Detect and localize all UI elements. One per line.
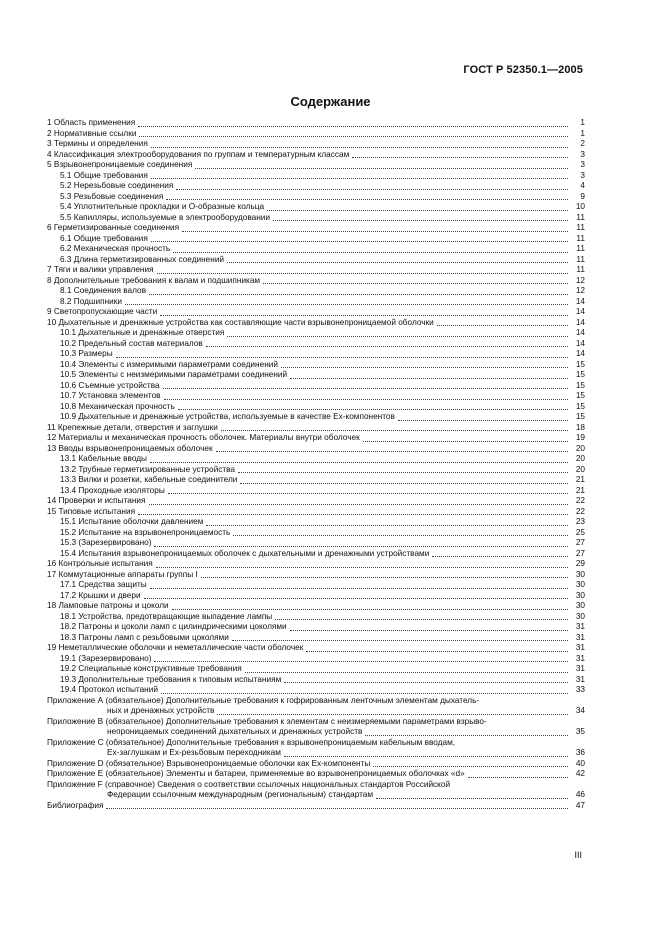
toc-entry-text: Приложение В (обязательное) Дополнительные требования к элементам с неизмеряемыми параметрами взрыво- (47, 716, 487, 726)
toc-entry[interactable] (47, 265, 585, 276)
toc-page-number: 21 (575, 485, 585, 495)
toc-entry[interactable] (47, 360, 585, 371)
toc-page-number: 15 (575, 391, 585, 400)
toc-page-number: 10 (575, 202, 585, 211)
toc-entry[interactable] (47, 244, 585, 255)
toc-entry-text: 19 Неметаллические оболочки и неметаллические части оболочек (47, 643, 304, 652)
toc-page-number: 20 (575, 454, 585, 463)
toc-entry-text: 6 Герметизированные соединения (47, 223, 180, 232)
toc-entry-text: Приложение С (обязательное) Дополнительные требования к взрывонепроницаемым кабельным вводам, (47, 737, 456, 747)
toc-entry-text: 6.3 Длина герметизированных соединений (60, 254, 225, 264)
toc-entry-text: 6.1 Общие требования (60, 233, 148, 243)
toc-page-number: 33 (575, 685, 585, 694)
toc-entry-text: 18.3 Патроны ламп с резьбовыми цоколями (60, 632, 229, 642)
toc-leader (154, 660, 568, 662)
toc-page-number: 11 (576, 265, 585, 274)
toc-entry[interactable] (47, 664, 585, 675)
toc-leader (216, 450, 568, 452)
toc-leader (139, 135, 568, 137)
toc-entry[interactable] (47, 580, 585, 591)
toc-entry[interactable] (47, 633, 585, 644)
toc-page-number: 15 (575, 401, 585, 411)
toc-page-number: 36 (575, 748, 585, 757)
toc-leader (149, 503, 569, 505)
toc-entry[interactable] (47, 517, 585, 528)
toc-entry-text: 8.2 Подшипники (60, 296, 122, 306)
toc-entry-continuation: непроницаемых соединений дыхательных и дренажных устройств (107, 727, 363, 736)
toc-entry[interactable] (47, 234, 585, 245)
toc-leader (232, 639, 568, 641)
toc-entry-text: 18.2 Патроны и цоколи ламп с цилиндрическими цоколями (60, 622, 287, 631)
toc-entry-continuation: Федерации ссылочным международным (региональным) стандартам (107, 790, 374, 799)
toc-entry[interactable] (47, 307, 585, 318)
table-of-contents (47, 118, 585, 811)
toc-entry[interactable] (47, 507, 585, 518)
toc-page-number: 14 (575, 349, 585, 358)
toc-entry[interactable] (47, 454, 585, 465)
toc-entry-text: Приложение F (справочное) Сведения о соответствии ссылочных национальных стандартов Российской (47, 779, 451, 789)
toc-entry[interactable] (47, 759, 585, 770)
toc-page-number: 40 (575, 758, 585, 768)
toc-leader (238, 471, 568, 473)
toc-page-number: 14 (575, 317, 585, 327)
toc-entry-text: 10.6 Съемные устройства (60, 380, 160, 390)
toc-page-number: 1 (580, 128, 585, 138)
toc-leader (182, 230, 568, 232)
toc-leader (373, 765, 568, 767)
toc-leader (363, 440, 568, 442)
toc-page-number: 35 (575, 727, 585, 736)
toc-leader (437, 324, 568, 326)
toc-entry-text: 19.2 Специальные конструктивные требования (60, 664, 242, 673)
toc-leader (149, 293, 568, 295)
toc-entry-text: 5.3 Резьбовые соединения (60, 191, 164, 201)
toc-entry[interactable] (47, 318, 585, 329)
toc-entry-text: 1 Область применения (47, 118, 136, 127)
toc-leader (263, 282, 568, 284)
toc-page-number: 14 (575, 307, 585, 316)
toc-page-number: 21 (575, 475, 585, 484)
toc-leader (221, 429, 568, 431)
toc-entry[interactable] (47, 213, 585, 224)
toc-page-number: 11 (576, 244, 585, 253)
toc-leader (352, 156, 568, 158)
toc-entry[interactable] (47, 192, 585, 203)
toc-leader (206, 524, 568, 526)
toc-leader (365, 734, 568, 736)
toc-entry[interactable] (47, 129, 585, 140)
toc-entry[interactable] (47, 171, 585, 182)
toc-page-number: 31 (575, 674, 585, 684)
toc-entry-continuation: Ex-заглушкам и Ex-резьбовым переходникам (107, 748, 281, 757)
toc-entry-text: 15 Типовые испытания (47, 506, 136, 516)
toc-entry-text: 10.9 Дыхательные и дренажные устройства, используемые в качестве Ex-компонентов (60, 412, 395, 421)
toc-page-number: 30 (575, 601, 585, 610)
toc-leader (178, 408, 568, 410)
toc-entry-text: 19.3 Дополнительные требования к типовым испытаниям (60, 674, 282, 684)
toc-leader (195, 167, 568, 169)
toc-entry[interactable] (47, 643, 585, 654)
toc-entry-text: 19.1 (Зарезервировано) (60, 653, 152, 663)
toc-entry-text: 15.4 Испытания взрывонепроницаемых оболочек с дыхательными и дренажными устройствами (60, 548, 430, 558)
toc-leader (172, 608, 568, 610)
toc-entry-text: 15.1 Испытание оболочки давлением (60, 517, 204, 526)
toc-entry-text: Библиография (47, 800, 104, 810)
toc-page-number: 30 (575, 590, 585, 600)
toc-entry-text: 10.5 Элементы с неизмеримыми параметрами соединений (60, 370, 288, 379)
toc-entry-text: 19.4 Протокол испытаний (60, 685, 158, 694)
toc-page-number: 34 (575, 706, 585, 715)
toc-entry[interactable] (47, 465, 585, 476)
toc-entry[interactable] (47, 349, 585, 360)
toc-page-number: 1 (580, 118, 585, 127)
toc-entry[interactable] (47, 801, 585, 812)
page-number: III (574, 850, 582, 860)
toc-entry-text: 12 Материалы и механическая прочность оболочек. Материалы внутри оболочек (47, 433, 360, 442)
toc-entry-text: 2 Нормативные ссылки (47, 128, 137, 138)
toc-entry-text: 13.3 Вилки и розетки, кабельные соединители (60, 475, 238, 484)
toc-entry[interactable] (47, 612, 585, 623)
toc-entry-text: 15.3 (Зарезервировано) (60, 538, 152, 547)
toc-entry[interactable] (47, 654, 585, 665)
toc-entry-text: Приложение А (обязательное) Дополнительные требования к гофрированным ленточным элементам дыхатель- (47, 695, 480, 705)
toc-entry[interactable] (47, 391, 585, 402)
toc-page-number: 11 (576, 223, 585, 232)
toc-page-number: 3 (580, 149, 585, 159)
toc-leader (144, 597, 568, 599)
toc-entry-text: 17 Коммутационные аппараты группы I (47, 569, 198, 579)
toc-entry-text: 18.1 Устройства, предотвращающие выпадение лампы (60, 611, 273, 621)
toc-entry[interactable] (47, 727, 585, 738)
toc-entry[interactable] (47, 570, 585, 581)
toc-leader (168, 492, 568, 494)
toc-page-number: 23 (575, 517, 585, 526)
toc-entry[interactable] (47, 339, 585, 350)
toc-leader (233, 534, 568, 536)
toc-page-number: 11 (576, 254, 585, 264)
toc-entry[interactable] (47, 559, 585, 570)
toc-entry-text: 11 Крепежные детали, отверстия и заглушки (47, 422, 218, 432)
toc-leader (116, 356, 568, 358)
toc-entry-text: 17.2 Крышки и двери (60, 590, 141, 600)
toc-leader (150, 587, 568, 589)
toc-entry[interactable] (47, 202, 585, 213)
toc-leader (163, 387, 568, 389)
toc-entry[interactable] (47, 181, 585, 192)
toc-entry-text: Приложение Е (обязательное) Элементы и батареи, применяемые во взрывонепроницаемых оболочках «d» (47, 769, 465, 778)
toc-leader (138, 513, 568, 515)
toc-page-number: 42 (575, 769, 585, 778)
toc-entry[interactable] (47, 706, 585, 717)
toc-page-number: 27 (575, 548, 585, 558)
toc-leader (166, 198, 568, 200)
toc-entry[interactable] (47, 622, 585, 633)
toc-page-number: 11 (576, 212, 585, 222)
toc-entry[interactable] (47, 223, 585, 234)
toc-leader (157, 272, 568, 274)
toc-page-number: 20 (575, 464, 585, 474)
toc-entry[interactable] (47, 549, 585, 560)
toc-leader (173, 251, 568, 253)
toc-page-number: 4 (580, 181, 585, 190)
toc-entry-text: 13.1 Кабельные вводы (60, 454, 147, 463)
toc-entry[interactable] (47, 297, 585, 308)
toc-leader (160, 314, 568, 316)
toc-leader (245, 671, 568, 673)
toc-leader (151, 240, 568, 242)
toc-leader (138, 125, 568, 127)
toc-page-number: 14 (575, 296, 585, 306)
toc-leader (151, 177, 568, 179)
toc-leader (125, 303, 568, 305)
toc-page-number: 14 (575, 338, 585, 348)
toc-leader (154, 545, 568, 547)
toc-leader (281, 366, 568, 368)
toc-entry[interactable] (47, 255, 585, 266)
toc-leader (273, 219, 568, 221)
toc-entry-text: 3 Термины и определения (47, 139, 148, 148)
toc-page-number: 15 (575, 412, 585, 421)
toc-page-number: 14 (575, 328, 585, 337)
toc-entry-text: 9 Светопропускающие части (47, 307, 158, 316)
toc-leader (290, 629, 568, 631)
toc-entry-text: 5.5 Капилляры, используемые в электрооборудовании (60, 212, 271, 222)
toc-leader (290, 377, 568, 379)
toc-entry[interactable] (47, 412, 585, 423)
toc-entry-text: 5.2 Нерезьбовые соединения (60, 181, 174, 190)
toc-entry-text: 15.2 Испытание на взрывонепроницаемость (60, 527, 231, 537)
toc-leader (376, 797, 568, 799)
document-id: ГОСТ Р 52350.1—2005 (463, 64, 583, 76)
toc-entry-text: 5.4 Уплотнительные прокладки и О-образные кольца (60, 202, 265, 211)
toc-entry-text: 10.8 Механическая прочность (60, 401, 175, 411)
toc-leader (284, 681, 568, 683)
toc-leader (156, 566, 568, 568)
toc-entry[interactable] (47, 444, 585, 455)
toc-entry[interactable] (47, 402, 585, 413)
toc-entry-text: 16 Контрольные испытания (47, 559, 153, 568)
toc-entry[interactable] (47, 433, 585, 444)
toc-entry[interactable] (47, 370, 585, 381)
toc-leader (398, 419, 568, 421)
toc-leader (176, 188, 568, 190)
toc-entry-text: 10.3 Размеры (60, 349, 113, 358)
toc-page-number: 30 (575, 569, 585, 579)
toc-leader (161, 692, 568, 694)
toc-leader (284, 755, 568, 757)
toc-entry[interactable] (47, 486, 585, 497)
toc-page-number: 31 (575, 664, 585, 673)
toc-leader (217, 713, 568, 715)
toc-entry[interactable] (47, 150, 585, 161)
toc-entry-continuation: ных и дренажных устройств (107, 706, 215, 715)
toc-entry-text: 6.2 Механическая прочность (60, 244, 171, 253)
toc-entry[interactable] (47, 496, 585, 507)
toc-page-number: 31 (575, 643, 585, 652)
toc-leader (227, 335, 568, 337)
toc-leader (151, 146, 568, 148)
page-title: Содержание (290, 94, 371, 109)
toc-entry[interactable] (47, 475, 585, 486)
toc-leader (275, 618, 568, 620)
toc-entry[interactable] (47, 286, 585, 297)
toc-page-number: 29 (575, 559, 585, 568)
toc-page-number: 19 (575, 433, 585, 442)
toc-entry[interactable] (47, 591, 585, 602)
toc-entry[interactable] (47, 381, 585, 392)
toc-page-number: 11 (576, 233, 585, 243)
toc-entry[interactable] (47, 423, 585, 434)
toc-entry-text: 7 Тяги и валики управления (47, 265, 154, 274)
toc-entry[interactable] (47, 748, 585, 759)
toc-entry-text: 10.4 Элементы с измеримыми параметрами соединений (60, 359, 278, 369)
toc-page-number: 30 (575, 580, 585, 589)
toc-page-number: 15 (575, 370, 585, 379)
toc-page-number: 15 (575, 380, 585, 390)
toc-entry[interactable] (47, 328, 585, 339)
toc-leader (267, 209, 568, 211)
toc-entry-text: 14 Проверки и испытания (47, 496, 146, 505)
toc-entry[interactable] (47, 675, 585, 686)
toc-leader (164, 398, 568, 400)
toc-entry[interactable] (47, 601, 585, 612)
toc-entry-text: Приложение D (обязательное) Взрывонепроницаемые оболочки как Ex-компоненты (47, 758, 371, 768)
toc-entry[interactable] (47, 118, 585, 129)
toc-leader (306, 650, 568, 652)
toc-leader (468, 776, 568, 778)
toc-page-number: 18 (575, 422, 585, 432)
toc-entry[interactable] (47, 538, 585, 549)
toc-leader (227, 261, 568, 263)
toc-page-number: 22 (575, 496, 585, 505)
toc-page-number: 31 (575, 632, 585, 642)
toc-entry-text: 8.1 Соединения валов (60, 286, 146, 295)
toc-page-number: 2 (580, 139, 585, 148)
toc-entry-text: 8 Дополнительные требования к валам и подшипникам (47, 275, 261, 285)
toc-entry[interactable] (47, 769, 585, 780)
toc-leader (106, 807, 568, 809)
toc-entry-text: 5.1 Общие требования (60, 170, 148, 180)
toc-entry[interactable] (47, 139, 585, 150)
toc-entry-text: 10 Дыхательные и дренажные устройства как составляющие части взрывонепроницаемой оболочки (47, 317, 434, 327)
toc-entry-text: 13.4 Проходные изоляторы (60, 485, 165, 495)
toc-entry[interactable] (47, 160, 585, 171)
toc-entry-text: 10.7 Установка элементов (60, 391, 161, 400)
toc-entry-text: 13.2 Трубные герметизированные устройства (60, 464, 235, 474)
toc-entry-text: 4 Классификация электрооборудования по группам и температурным классам (47, 149, 350, 159)
toc-entry[interactable] (47, 685, 585, 696)
toc-page-number: 20 (575, 443, 585, 453)
toc-entry-text: 10.2 Предельный состав материалов (60, 338, 203, 348)
toc-page-number: 30 (575, 611, 585, 621)
toc-page-number: 22 (575, 506, 585, 516)
toc-page-number: 31 (575, 653, 585, 663)
toc-page-number: 31 (575, 622, 585, 631)
toc-page-number: 3 (580, 160, 585, 169)
toc-entry[interactable] (47, 528, 585, 539)
toc-page-number: 46 (575, 790, 585, 799)
toc-entry-text: 5 Взрывонепроницаемые соединения (47, 160, 193, 169)
toc-leader (432, 555, 568, 557)
toc-page-number: 47 (575, 800, 585, 810)
toc-entry-text: 18 Ламповые патроны и цоколи (47, 601, 169, 610)
toc-page-number: 12 (575, 275, 585, 285)
toc-entry[interactable] (47, 276, 585, 287)
toc-leader (150, 461, 568, 463)
toc-leader (201, 576, 568, 578)
toc-leader (240, 482, 568, 484)
toc-leader (206, 345, 568, 347)
toc-page-number: 9 (580, 191, 585, 201)
toc-page-number: 12 (575, 286, 585, 295)
toc-entry-text: 17.1 Средства защиты (60, 580, 147, 589)
toc-page-number: 27 (575, 538, 585, 547)
toc-entry[interactable] (47, 790, 585, 801)
toc-entry-text: 13 Вводы взрывонепроницаемых оболочек (47, 443, 213, 453)
toc-page-number: 25 (575, 527, 585, 537)
toc-entry-text: 10.1 Дыхательные и дренажные отверстия (60, 328, 225, 337)
toc-page-number: 3 (580, 170, 585, 180)
toc-page-number: 15 (575, 359, 585, 369)
